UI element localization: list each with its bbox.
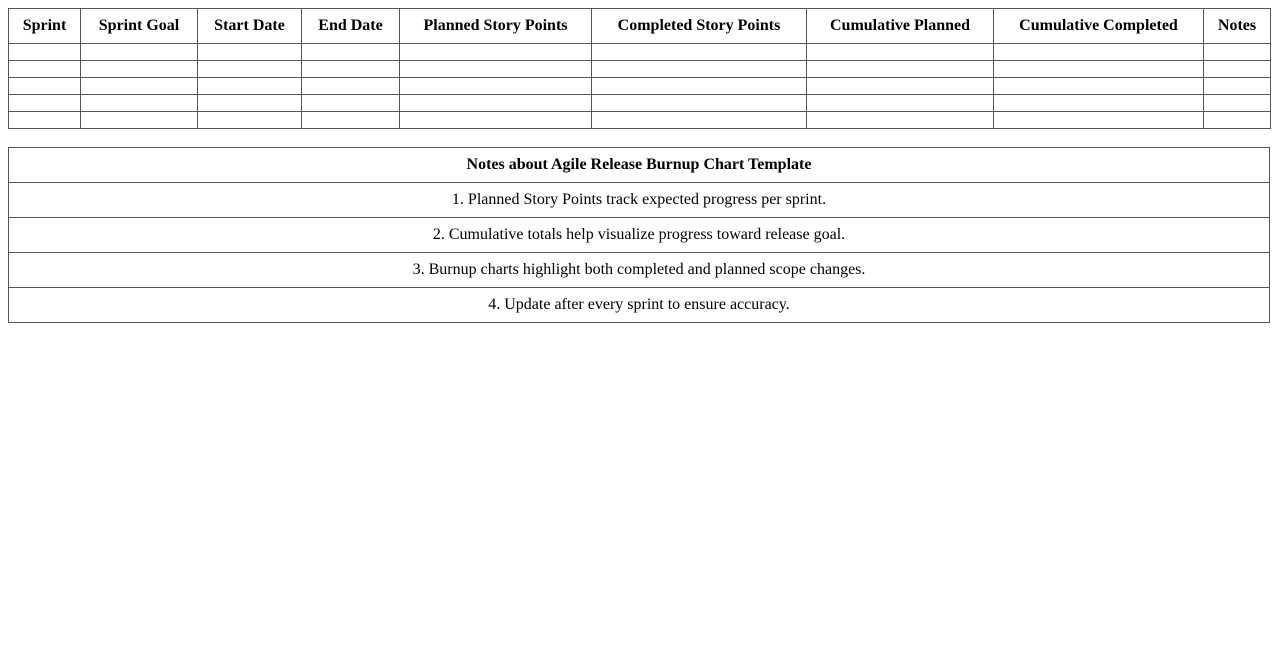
table-cell-planned-story-points[interactable] — [400, 78, 592, 95]
table-cell-sprint[interactable] — [9, 44, 81, 61]
table-cell-completed-story-points[interactable] — [592, 44, 807, 61]
table-cell-start-date[interactable] — [198, 44, 302, 61]
table-cell-sprint-goal[interactable] — [81, 95, 198, 112]
table-cell-planned-story-points[interactable] — [400, 112, 592, 129]
table-cell-end-date[interactable] — [302, 44, 400, 61]
table-cell-end-date[interactable] — [302, 61, 400, 78]
table-cell-sprint-goal[interactable] — [81, 61, 198, 78]
table-cell-sprint-goal[interactable] — [81, 44, 198, 61]
column-header-planned-story-points: Planned Story Points — [400, 9, 592, 44]
table-cell-cumulative-planned[interactable] — [807, 95, 994, 112]
table-cell-cumulative-completed[interactable] — [994, 61, 1204, 78]
note-item: 2. Cumulative totals help visualize progress toward release goal. — [9, 218, 1270, 253]
table-cell-cumulative-planned[interactable] — [807, 112, 994, 129]
table-cell-notes[interactable] — [1204, 112, 1271, 129]
table-cell-end-date[interactable] — [302, 95, 400, 112]
column-header-sprint: Sprint — [9, 9, 81, 44]
table-cell-cumulative-planned[interactable] — [807, 61, 994, 78]
table-cell-notes[interactable] — [1204, 95, 1271, 112]
table-cell-sprint[interactable] — [9, 61, 81, 78]
table-cell-sprint[interactable] — [9, 95, 81, 112]
column-header-sprint-goal: Sprint Goal — [81, 9, 198, 44]
table-cell-cumulative-planned[interactable] — [807, 44, 994, 61]
table-cell-notes[interactable] — [1204, 78, 1271, 95]
table-cell-sprint[interactable] — [9, 112, 81, 129]
note-row — [9, 288, 1270, 323]
table-cell-completed-story-points[interactable] — [592, 95, 807, 112]
sprint-table-body — [9, 44, 1271, 129]
table-header-row — [9, 9, 1271, 44]
table-cell-completed-story-points[interactable] — [592, 78, 807, 95]
column-header-notes: Notes — [1204, 9, 1271, 44]
note-row — [9, 183, 1270, 218]
table-row — [9, 61, 1271, 78]
column-header-start-date: Start Date — [198, 9, 302, 44]
table-cell-cumulative-completed[interactable] — [994, 44, 1204, 61]
table-row — [9, 44, 1271, 61]
table-cell-notes[interactable] — [1204, 61, 1271, 78]
column-header-cumulative-planned: Cumulative Planned — [807, 9, 994, 44]
table-cell-cumulative-completed[interactable] — [994, 95, 1204, 112]
note-item: 3. Burnup charts highlight both completed and planned scope changes. — [9, 253, 1270, 288]
column-header-cumulative-completed: Cumulative Completed — [994, 9, 1204, 44]
table-cell-notes[interactable] — [1204, 44, 1271, 61]
notes-title-row — [9, 148, 1270, 183]
table-row — [9, 78, 1271, 95]
table-cell-completed-story-points[interactable] — [592, 112, 807, 129]
notes-title: Notes about Agile Release Burnup Chart Template — [9, 148, 1270, 183]
table-cell-sprint-goal[interactable] — [81, 78, 198, 95]
table-cell-end-date[interactable] — [302, 78, 400, 95]
table-cell-start-date[interactable] — [198, 95, 302, 112]
sprint-tracking-table — [8, 8, 1271, 129]
table-cell-cumulative-completed[interactable] — [994, 112, 1204, 129]
table-cell-planned-story-points[interactable] — [400, 61, 592, 78]
table-cell-planned-story-points[interactable] — [400, 44, 592, 61]
table-cell-completed-story-points[interactable] — [592, 61, 807, 78]
column-header-completed-story-points: Completed Story Points — [592, 9, 807, 44]
table-row — [9, 112, 1271, 129]
note-row — [9, 218, 1270, 253]
table-cell-start-date[interactable] — [198, 61, 302, 78]
table-cell-start-date[interactable] — [198, 78, 302, 95]
table-cell-planned-story-points[interactable] — [400, 95, 592, 112]
table-cell-sprint-goal[interactable] — [81, 112, 198, 129]
note-row — [9, 253, 1270, 288]
table-cell-cumulative-completed[interactable] — [994, 78, 1204, 95]
column-header-end-date: End Date — [302, 9, 400, 44]
note-item: 4. Update after every sprint to ensure accuracy. — [9, 288, 1270, 323]
notes-table — [8, 147, 1270, 323]
table-row — [9, 95, 1271, 112]
table-cell-cumulative-planned[interactable] — [807, 78, 994, 95]
note-item: 1. Planned Story Points track expected progress per sprint. — [9, 183, 1270, 218]
table-cell-start-date[interactable] — [198, 112, 302, 129]
table-cell-end-date[interactable] — [302, 112, 400, 129]
table-cell-sprint[interactable] — [9, 78, 81, 95]
